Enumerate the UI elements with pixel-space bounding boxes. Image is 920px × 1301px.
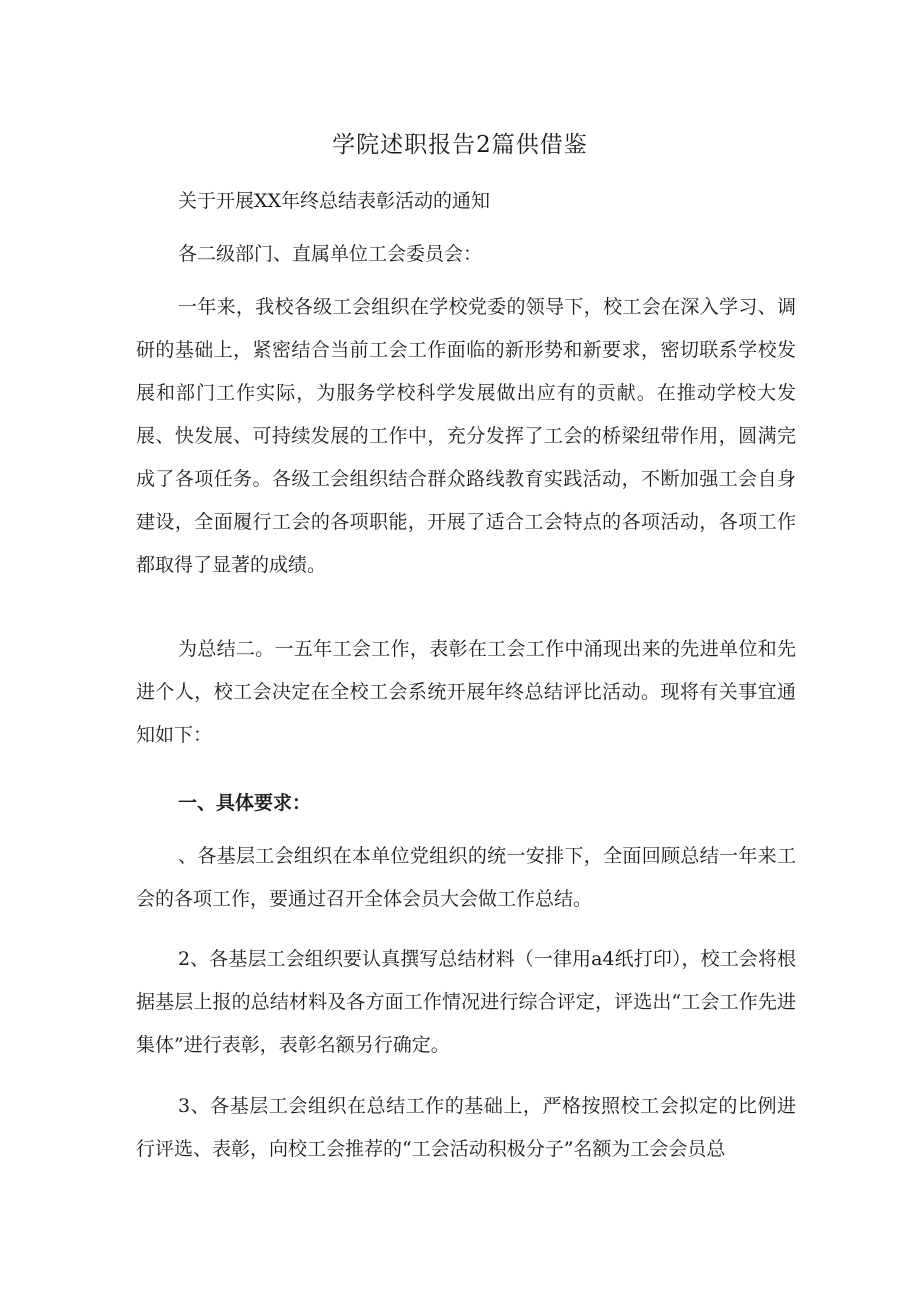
section-heading-requirements: 一、具体要求： bbox=[178, 792, 312, 814]
salutation: 各二级部门、直属单位工会委员会： bbox=[178, 243, 483, 265]
body-paragraph-purpose: 为总结二。一五年工会工作，表彰在工会工作中涌现出来的先进单位和先进个人，校工会决定在全校工会系统开展年终总结评比活动。现将有关事宜通知如下： bbox=[136, 638, 796, 746]
document-title: 学院述职报告2篇供借鉴 bbox=[332, 132, 588, 158]
notice-title: 关于开展XX年终总结表彰活动的通知 bbox=[178, 190, 491, 212]
body-paragraph-intro: 一年来，我校各级工会组织在学校党委的领导下，校工会在深入学习、调研的基础上，紧密结合当前工会工作面临的新形势和新要求，密切联系学校发展和部门工作实际，为服务学校科学发展做出应有的贡献。在推动学校大发展、快发展、可持续发展的工作中，充分发挥了工会的桥梁纽带作用，圆满完成了各项任务。各级工会组织结合群众路线教育实践活动，不断加强工会自身建设，全面履行工会的各项职能，开展了适合工会特点的各项活动，各项工作都取得了显著的成绩。 bbox=[136, 296, 796, 576]
requirement-item-3: 3、各基层工会组织在总结工作的基础上，严格按照校工会拟定的比例进行评选、表彰，向校工会推荐的“工会活动积极分子”名额为工会会员总 bbox=[136, 1095, 796, 1160]
requirement-item-1: 、各基层工会组织在本单位党组织的统一安排下，全面回顾总结一年来工会的各项工作，要通过召开全体会员大会做工作总结。 bbox=[136, 845, 796, 910]
requirement-item-2: 2、各基层工会组织要认真撰写总结材料（一律用a4纸打印），校工会将根据基层上报的总结材料及各方面工作情况进行综合评定，评选出“工会工作先进集体”进行表彰，表彰名额另行确定。 bbox=[136, 948, 796, 1056]
